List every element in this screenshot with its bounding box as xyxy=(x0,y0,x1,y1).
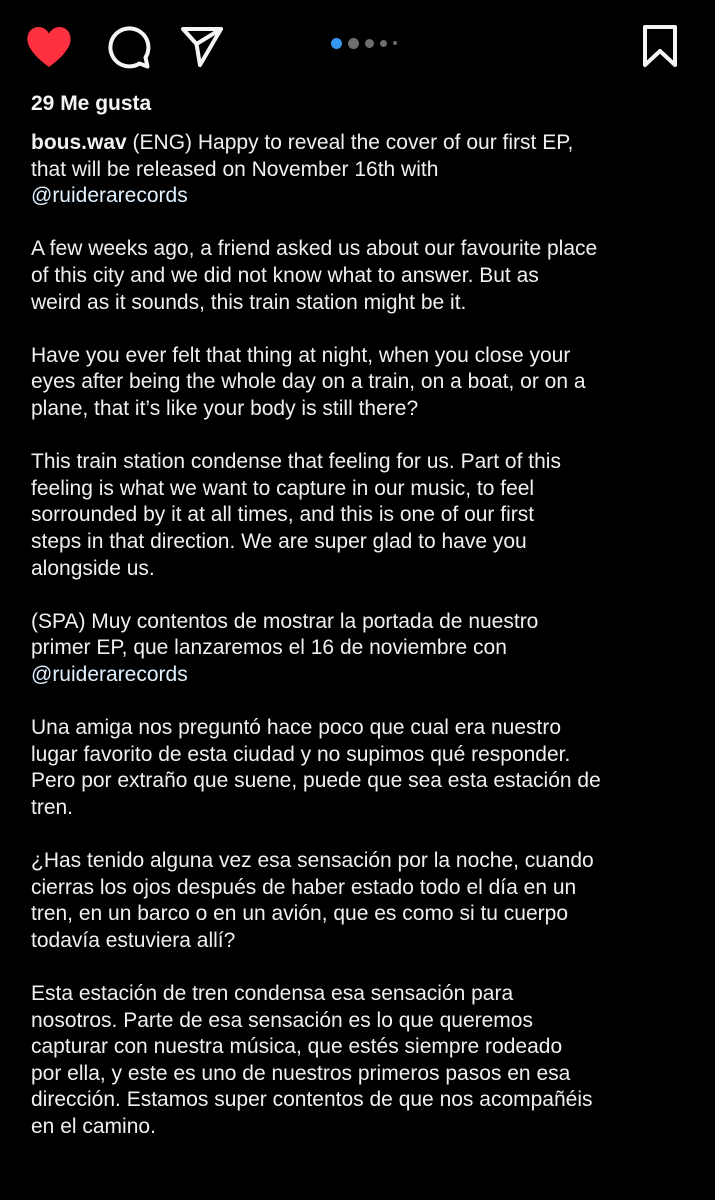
username-link[interactable]: bous.wav xyxy=(31,131,127,154)
caption-paragraph: Esta estación de tren condensa esa sensación para nosotros. Parte de esa sensación es lo que queremos capturar con nuestra música, que estés siempre rodeado por ella, y este es uno de nuestros primeros pasos en esa dirección. Estamos super contentos de que nos acompañéis en el camino. xyxy=(31,982,593,1138)
likes-count[interactable]: 29 Me gusta xyxy=(31,92,152,115)
carousel-dot xyxy=(380,40,387,47)
carousel-indicator xyxy=(331,37,397,49)
carousel-dot xyxy=(393,41,397,45)
carousel-dot xyxy=(348,38,359,49)
bookmark-icon xyxy=(640,24,680,68)
caption-paragraph: A few weeks ago, a friend asked us about our favourite place of this city and we did not know what to answer. But as weird as it sounds, this train station might be it. xyxy=(31,237,598,314)
caption-text: (ENG) Happy to reveal the cover of our first EP, that will be released on November 16th with xyxy=(31,131,574,181)
caption-paragraph-spa-intro xyxy=(31,609,696,689)
caption-paragraph: Have you ever felt that thing at night, when you close your eyes after being the whole day on a train, on a boat, or on a plane, that it’s like your body is still there? xyxy=(31,343,586,420)
post-action-bar xyxy=(0,0,715,92)
post-caption xyxy=(31,130,696,1167)
caption-paragraph: Una amiga nos preguntó hace poco que cual era nuestro lugar favorito de esta ciudad y no supimos qué responder. Pero por extraño que suene, puede que sea esta estación de tren. xyxy=(31,716,601,819)
caption-paragraph: This train station condense that feeling for us. Part of this feeling is what we want to capture in our music, to feel sorrounded by it at all times, and this is one of our first steps in that direction. We are super glad to have you alongside us. xyxy=(31,450,561,580)
comment-button[interactable] xyxy=(105,24,151,70)
carousel-dot xyxy=(365,39,374,48)
save-button[interactable] xyxy=(640,24,680,68)
caption-text: (SPA) Muy contentos de mostrar la portada de nuestro primer EP, que lanzaremos el 16 de noviembre con xyxy=(31,609,539,660)
comment-bubble-icon xyxy=(105,24,151,70)
caption-paragraph-eng-intro xyxy=(31,130,696,210)
caption-paragraph: ¿Has tenido alguna vez esa sensación por la noche, cuando cierras los ojos después de haber estado todo el día en un tren, en un barco o en un avión, que es como si tu cuerpo todavía estuviera allí? xyxy=(31,849,594,952)
heart-filled-icon xyxy=(25,25,73,69)
mention-link[interactable]: @ruiderarecords xyxy=(31,662,188,686)
paper-plane-icon xyxy=(180,24,224,68)
share-button[interactable] xyxy=(180,24,224,68)
mention-link[interactable]: @ruiderarecords xyxy=(31,184,188,208)
carousel-dot-active xyxy=(331,38,342,49)
like-button[interactable] xyxy=(25,25,73,69)
